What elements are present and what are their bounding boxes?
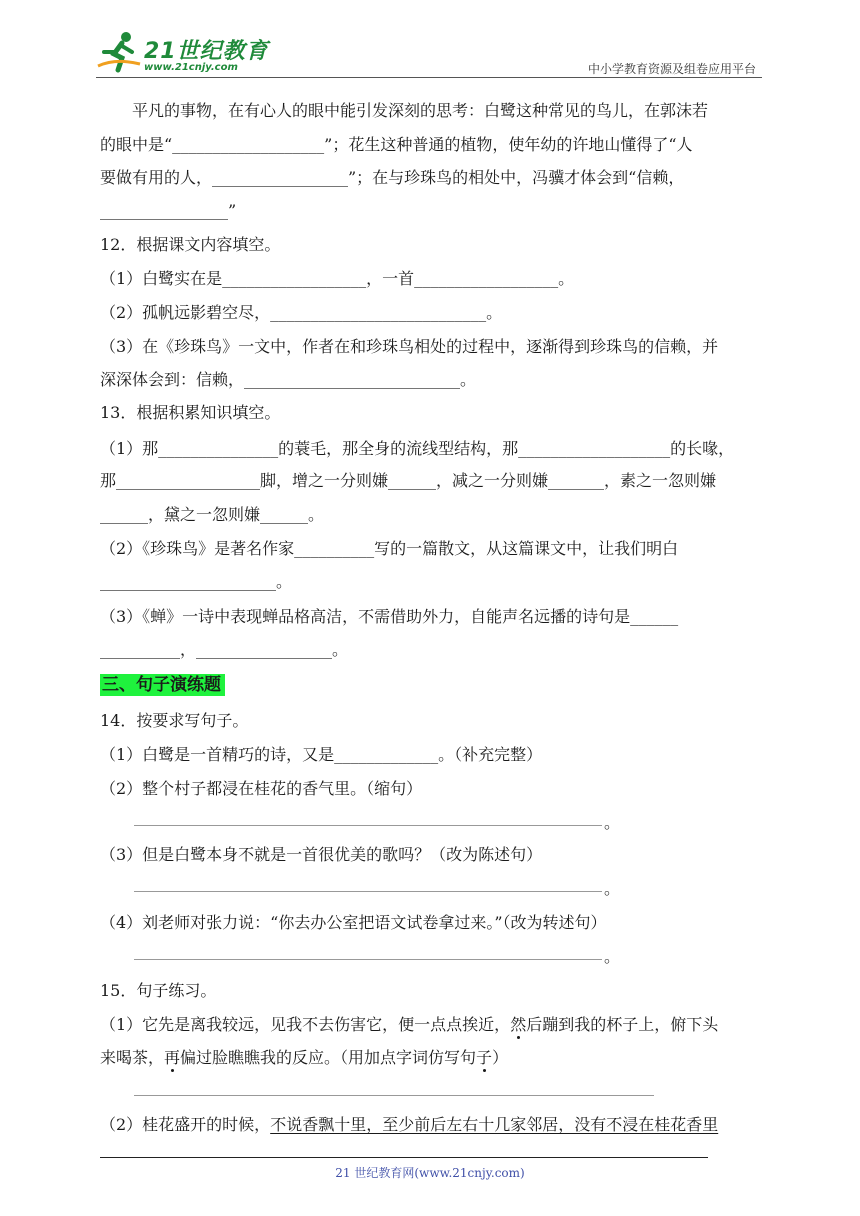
- q15-item-1b-post: ）: [492, 1048, 509, 1067]
- q14-item-3: （3）但是白鹭本身不就是一首很优美的歌吗？（改为陈述句）: [100, 845, 543, 864]
- q13-item-2b: ______________________。: [100, 572, 293, 591]
- q14-title: 14．按要求写句子。: [100, 711, 249, 730]
- q13-item-1b: 那__________________脚，增之一分则嫌______，减之一分则嫌_______，素之一忽则嫌: [100, 471, 717, 490]
- runner-logo-icon: [96, 30, 142, 74]
- platform-name: 中小学教育资源及组卷应用平台: [587, 62, 756, 76]
- q13-title: 13．根据积累知识填空。: [100, 403, 281, 422]
- q13-item-3b: __________，_________________。: [100, 640, 349, 659]
- q14-end-3: 。: [604, 879, 621, 898]
- q15-title: 15．句子练习。: [100, 981, 217, 1000]
- q12-item-3a: （3）在《珍珠鸟》一文中，作者在和珍珠鸟相处的过程中，逐渐得到珍珠鸟的信赖，并: [100, 337, 719, 356]
- q15-item-2-underlined: 不说香飘十里，至少前后左右十几家邻居，没有不浸在桂花香里: [270, 1115, 719, 1134]
- page-footer: 21 世纪教育网(www.21cnjy.com): [335, 1166, 525, 1180]
- q12-item-1: （1）白鹭实在是__________________，一首__________________。: [100, 269, 575, 288]
- q15-item-1a-post: 后蹦到我的杯子上，俯下头: [526, 1015, 719, 1034]
- q15-dotted-char: 再: [164, 1048, 181, 1067]
- q15-item-1b-pre: 来喝茶，: [100, 1048, 165, 1067]
- page-header: [0, 0, 860, 80]
- q15-dotted-char: 子: [476, 1048, 493, 1067]
- logo-url: www.21cnjy.com: [144, 62, 238, 73]
- q14-end-4: 。: [604, 947, 621, 966]
- section-title: 三、句子演练题: [100, 674, 225, 696]
- q15-item-2: [100, 1114, 718, 1136]
- q14-item-1: （1）白鹭是一首精巧的诗，又是_____________。（补充完整）: [100, 745, 543, 764]
- q14-end-2: 。: [604, 813, 621, 832]
- para-line-2: 的眼中是“___________________”；花生这种普通的植物，使年幼的许地山懂得了“人: [100, 135, 693, 154]
- q13-item-1c: ______，黛之一忽则嫌______。: [100, 505, 325, 524]
- q12-title: 12．根据课文内容填空。: [100, 235, 281, 254]
- para-line-4: ________________”: [100, 201, 237, 220]
- q15-item-2-pre: （2）桂花盛开的时候，: [100, 1115, 271, 1134]
- header-divider: [96, 77, 762, 78]
- para-line-1: 平凡的事物，在有心人的眼中能引发深刻的思考：白鹭这种常见的鸟儿，在郭沫若: [132, 101, 709, 120]
- logo-title: 21世纪教育: [144, 39, 269, 64]
- q15-item-1a-pre: （1）它先是离我较远，见我不去伤害它，便一点点挨近，: [100, 1015, 511, 1034]
- q14-answer-line-4: [134, 959, 602, 960]
- q12-item-2: （2）孤帆远影碧空尽，___________________________。: [100, 303, 503, 322]
- q15-answer-line-1: [134, 1095, 654, 1096]
- footer-divider: [100, 1157, 708, 1158]
- q14-item-4: （4）刘老师对张力说：“你去办公室把语文试卷拿过来。”（改为转述句）: [100, 913, 607, 932]
- q15-item-1b-mid: 偏过脸瞧瞧我的反应。（用加点字词仿写句: [180, 1048, 477, 1067]
- q14-answer-line-2: [134, 825, 602, 826]
- q13-item-3a: （3）《蝉》一诗中表现蝉品格高洁，不需借助外力，自能声名远播的诗句是______: [100, 607, 679, 626]
- q15-item-1a: [100, 1014, 718, 1036]
- site-logo: [96, 30, 269, 78]
- para-line-3: 要做有用的人，_________________”；在与珍珠鸟的相处中，冯骥才体会到“信赖，: [100, 168, 685, 187]
- q13-item-2a: （2）《珍珠鸟》是著名作家__________写的一篇散文，从这篇课文中，让我们明白: [100, 539, 679, 558]
- q15-dotted-char: 然: [510, 1015, 527, 1034]
- q14-item-2: （2）整个村子都浸在桂花的香气里。（缩句）: [100, 779, 423, 798]
- q14-answer-line-3: [134, 891, 602, 892]
- q13-item-1a: （1）那_______________的蓑毛，那全身的流线型结构，那___________________的长喙，: [100, 439, 735, 458]
- q15-item-1b: [100, 1047, 508, 1069]
- section-heading: [100, 674, 225, 696]
- q12-item-3b: 深深体会到：信赖，___________________________。: [100, 370, 477, 389]
